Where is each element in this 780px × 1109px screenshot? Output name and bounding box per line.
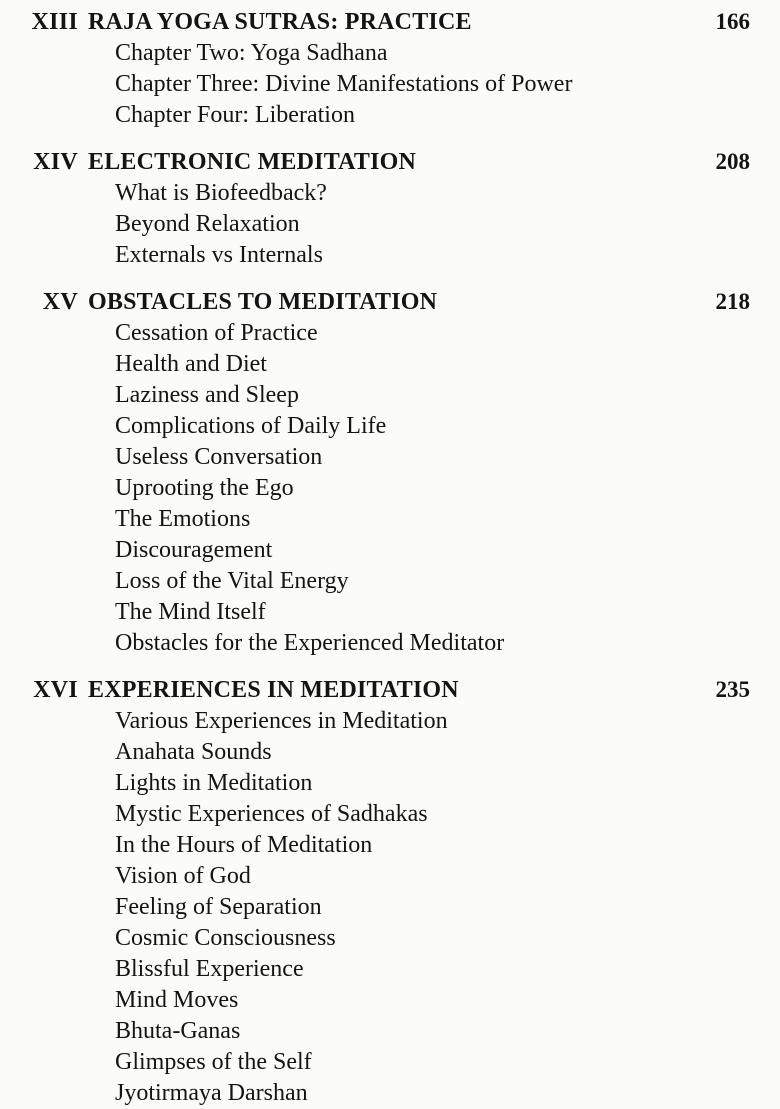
toc-subentry: Chapter Three: Divine Manifestations of Power — [115, 71, 573, 97]
toc-subentry: Mind Moves — [115, 987, 239, 1013]
toc-section — [20, 6, 750, 131]
toc-subentry: Health and Diet — [115, 351, 267, 377]
toc-subentry: Laziness and Sleep — [115, 382, 299, 408]
toc-subentry: Chapter Two: Yoga Sadhana — [115, 40, 388, 66]
section-header — [20, 286, 750, 318]
section-numeral: XIII — [31, 9, 78, 35]
section-header — [20, 6, 750, 38]
toc-subentry: Blissful Experience — [115, 956, 304, 982]
section-numeral: XV — [42, 289, 78, 315]
toc-section — [20, 146, 750, 271]
toc-subentry: Vision of God — [115, 863, 251, 889]
section-title: RAJA YOGA SUTRAS: PRACTICE — [88, 9, 472, 35]
toc-subentry: Various Experiences in Meditation — [115, 708, 448, 734]
toc-subentry: Uprooting the Ego — [115, 475, 294, 501]
toc-subentry: Beyond Relaxation — [115, 211, 300, 237]
section-page-number: 218 — [715, 289, 750, 314]
toc-subentry: The Mind Itself — [115, 599, 266, 625]
toc-subentry: Loss of the Vital Energy — [115, 568, 349, 594]
toc-subentry: Useless Conversation — [115, 444, 323, 470]
subentry-list — [20, 318, 750, 659]
toc-subentry: The Emotions — [115, 506, 251, 532]
subentry-list — [20, 178, 750, 271]
toc-subentry: Mystic Experiences of Sadhakas — [115, 801, 428, 827]
toc-subentry: Anahata Sounds — [115, 739, 272, 765]
toc-subentry: Externals vs Internals — [115, 242, 323, 268]
section-page-number: 235 — [715, 677, 750, 702]
section-title: EXPERIENCES IN MEDITATION — [88, 677, 459, 703]
section-header — [20, 674, 750, 706]
toc-subentry: Cosmic Consciousness — [115, 925, 336, 951]
toc-subentry: Cessation of Practice — [115, 320, 318, 346]
section-numeral: XIV — [33, 149, 78, 175]
toc-subentry: Bhuta-Ganas — [115, 1018, 241, 1044]
toc-subentry: Complications of Daily Life — [115, 413, 387, 439]
toc-subentry: What is Biofeedback? — [115, 180, 327, 206]
toc-subentry: Discouragement — [115, 537, 273, 563]
toc-subentry: Jyotirmaya Darshan — [115, 1080, 308, 1106]
section-numeral: XVI — [33, 677, 78, 703]
toc-subentry: Obstacles for the Experienced Meditator — [115, 630, 505, 656]
toc-subentry: Glimpses of the Self — [115, 1049, 312, 1075]
subentry-list — [20, 706, 750, 1109]
toc-subentry: Lights in Meditation — [115, 770, 313, 796]
toc-subentry: Feeling of Separation — [115, 894, 322, 920]
toc-subentry: Chapter Four: Liberation — [115, 102, 355, 128]
toc-list — [20, 6, 750, 1109]
subentry-list — [20, 38, 750, 131]
section-header — [20, 146, 750, 178]
section-title: ELECTRONIC MEDITATION — [88, 149, 417, 175]
toc-subentry: In the Hours of Meditation — [115, 832, 373, 858]
toc-section — [20, 286, 750, 659]
section-title: OBSTACLES TO MEDITATION — [88, 289, 438, 315]
toc-section — [20, 674, 750, 1109]
section-page-number: 166 — [715, 9, 750, 34]
section-page-number: 208 — [715, 149, 750, 174]
